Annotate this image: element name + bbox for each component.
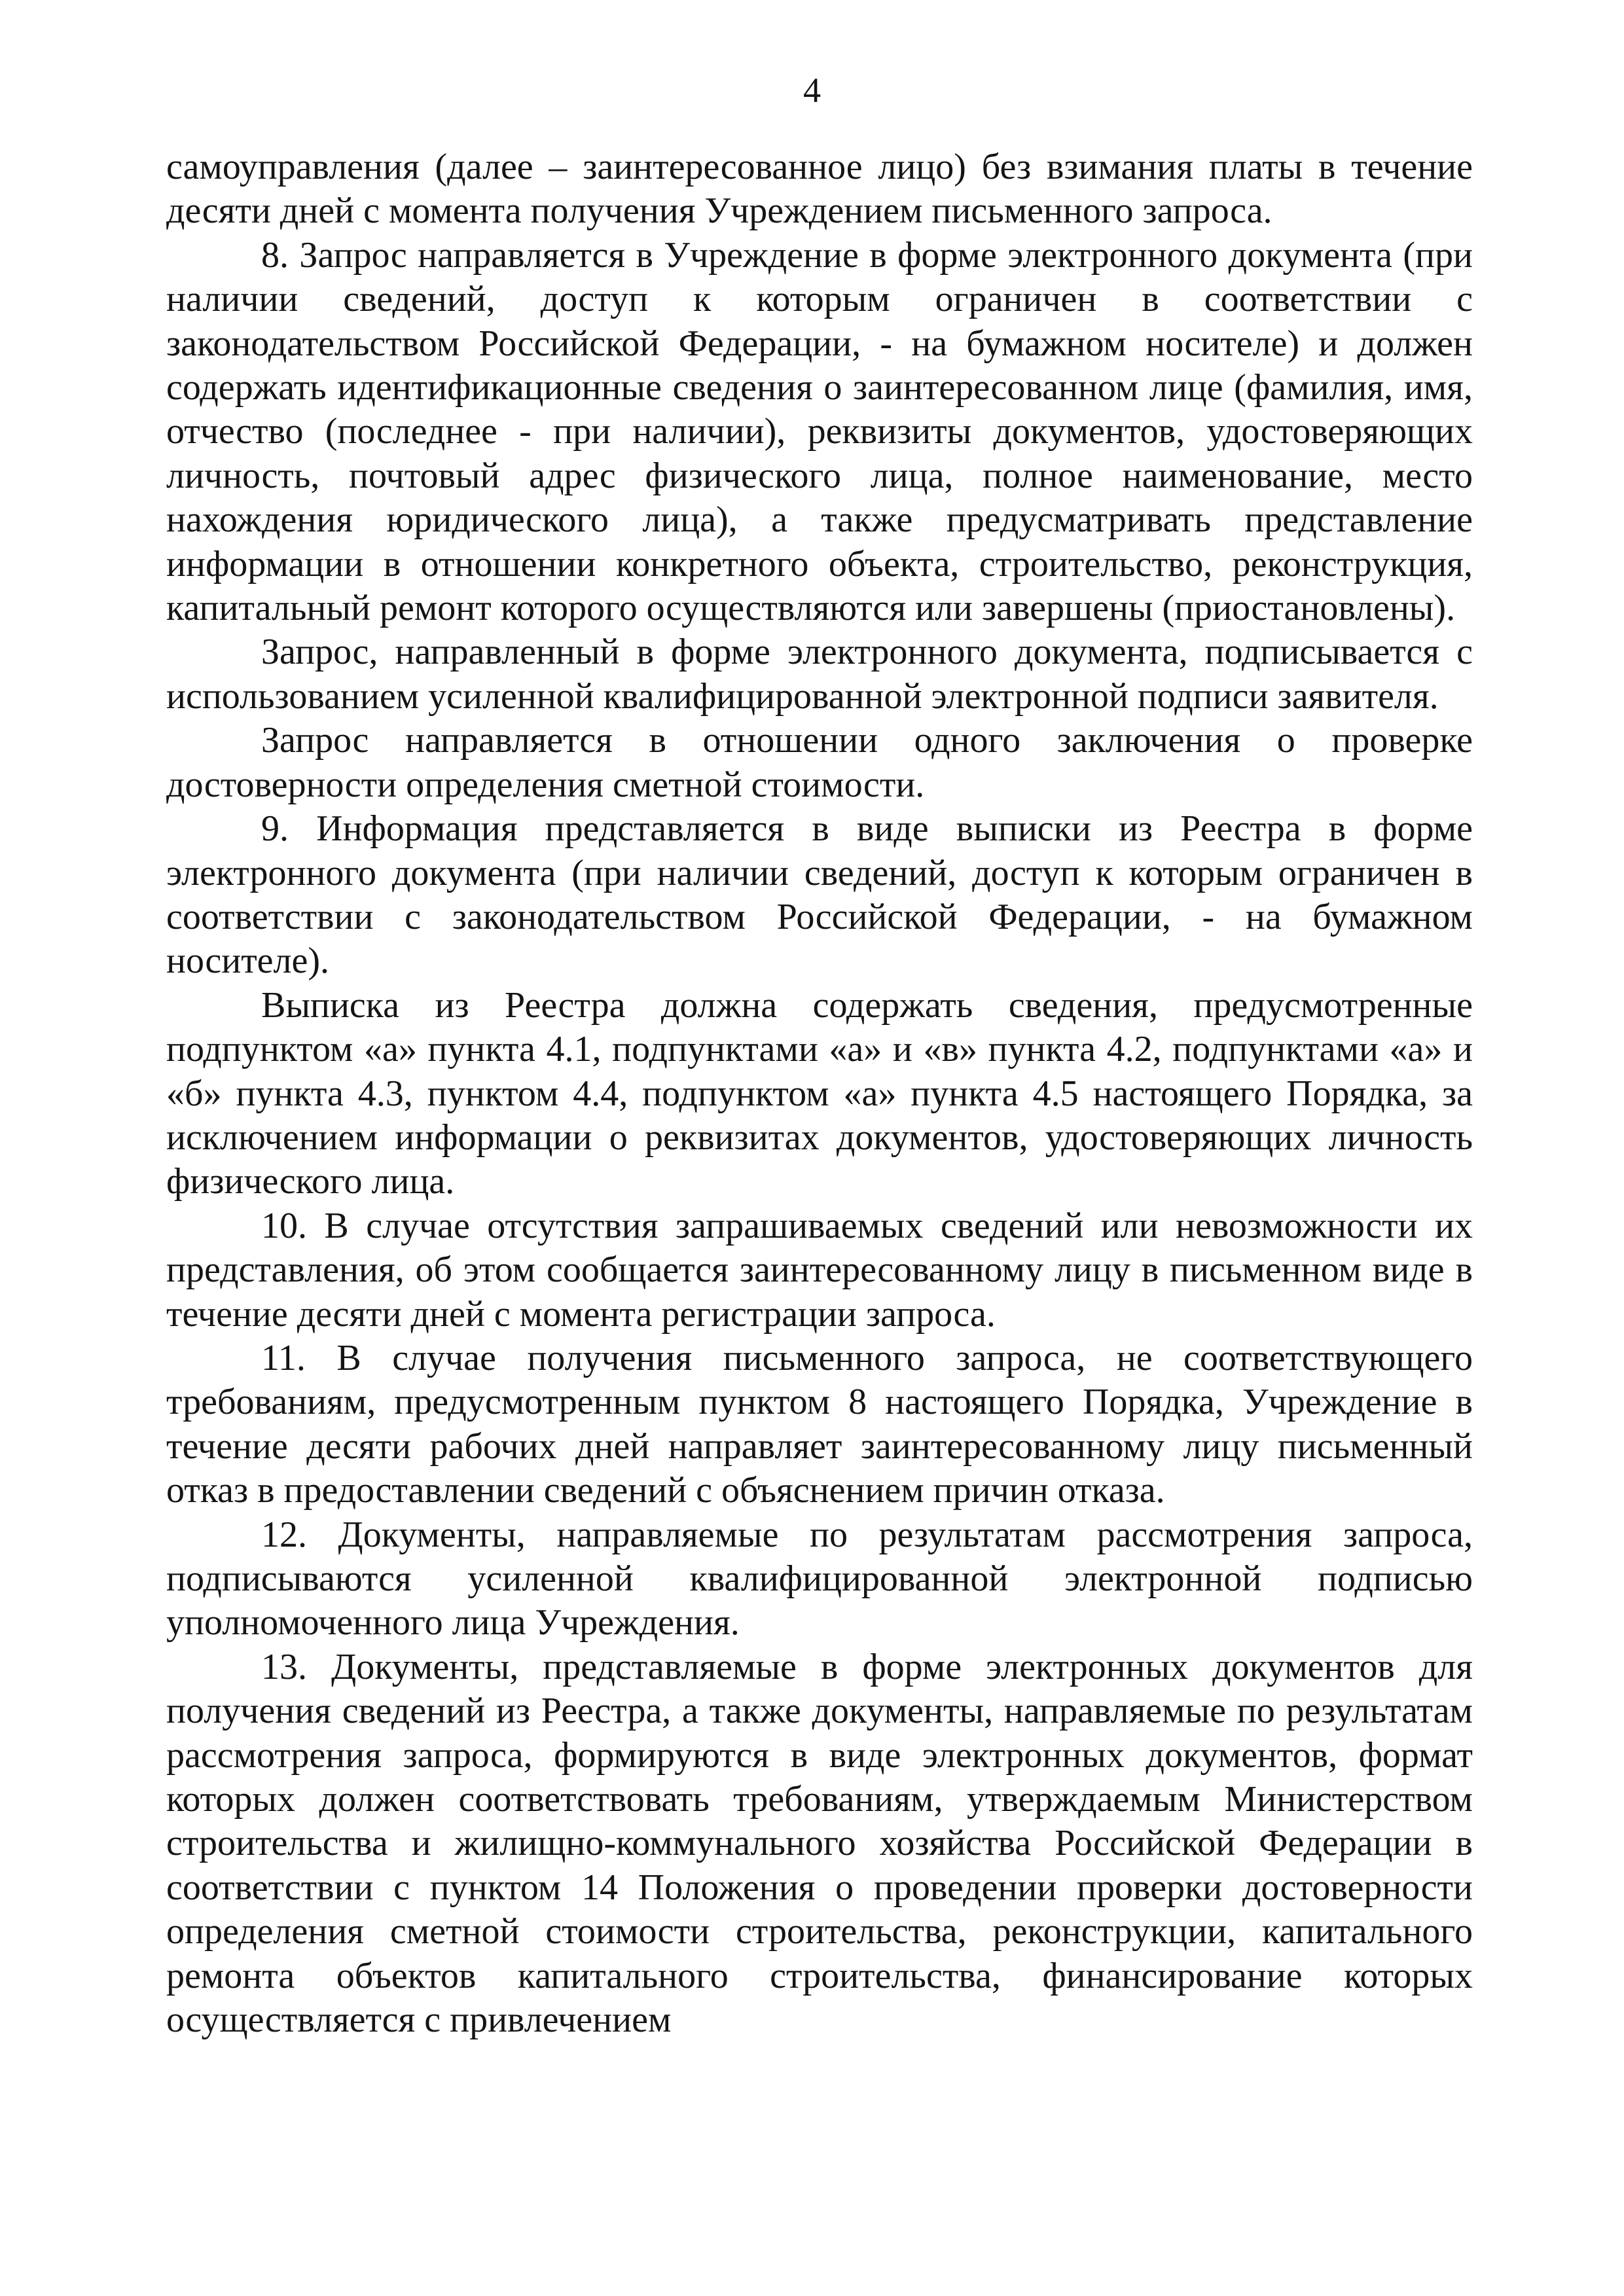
paragraph-item-12: 12. Документы, направляемые по результатам рассмотрения запроса, подписываются усиленной квалифицированной электронной подписью уполномоченного лица Учреждения. [166,1514,1473,1643]
paragraph-item-9-extract: Выписка из Реестра должна содержать сведения, предусмотренные подпунктом «а» пункта 4.1, подпунктами «а» и «в» пункта 4.2, подпунктами «а» и «б» пункта 4.3, пунктом 4.4, подпунктом «а» пункта 4.5 настоящего Порядка, за исключением информации о реквизитах документов, удостоверяющих личность физического лица. [166,984,1473,1202]
paragraph-item-11: 11. В случае получения письменного запроса, не соответствующего требованиям, предусмотренным пунктом 8 настоящего Порядка, Учреждение в течение десяти рабочих дней направляет заинтересованному лицу письменный отказ в предоставлении сведений с объяснением причин отказа. [166,1337,1473,1511]
paragraph-item-10: 10. В случае отсутствия запрашиваемых сведений или невозможности их представления, об этом сообщается заинтересованному лицу в письменном виде в течение десяти дней с момента регистрации запроса. [166,1205,1473,1335]
page-number: 4 [803,71,821,110]
paragraph-item-8-scope: Запрос направляется в отношении одного заключения о проверке достоверности определения сметной стоимости. [166,720,1473,805]
paragraph-item-9: 9. Информация представляется в виде выписки из Реестра в форме электронного документа (при наличии сведений, доступ к которым ограничен в соответствии с законодательством Российской Федерации, - на бумажном носителе). [166,808,1473,982]
paragraph-continuation: самоуправления (далее – заинтересованное лицо) без взимания платы в течение десяти дней с момента получения Учреждением письменного запроса. [166,147,1473,232]
paragraph-item-13: 13. Документы, представляемые в форме электронных документов для получения сведений из Реестра, а также документы, направляемые по результатам рассмотрения запроса, формируются в виде электронных документов, формат которых должен соответствовать требованиям, утверждаемым Министерством строительства и жилищно-коммунального хозяйства Российской Федерации в соответствии с пунктом 14 Положения о проведении проверки достоверности определения сметной стоимости строительства, реконструкции, капитального ремонта объектов капитального строительства, финансирование которых осуществляется с привлечением [166,1646,1473,2041]
document-body [166,145,1473,2042]
paragraph-item-8: 8. Запрос направляется в Учреждение в форме электронного документа (при наличии сведений, доступ к которым ограничен в соответствии с законодательством Российской Федерации, - на бумажном носителе) и должен содержать идентификационные сведения о заинтересованном лице (фамилия, имя, отчество (последнее - при наличии), реквизиты документов, удостоверяющих личность, почтовый адрес физического лица, полное наименование, место нахождения юридического лица), а также предусматривать представление информации в отношении конкретного объекта, строительство, реконструкция, капитальный ремонт которого осуществляются или завершены (приостановлены). [166,234,1473,629]
paragraph-item-8-signature: Запрос, направленный в форме электронного документа, подписывается с использованием усиленной квалифицированной электронной подписи заявителя. [166,632,1473,717]
